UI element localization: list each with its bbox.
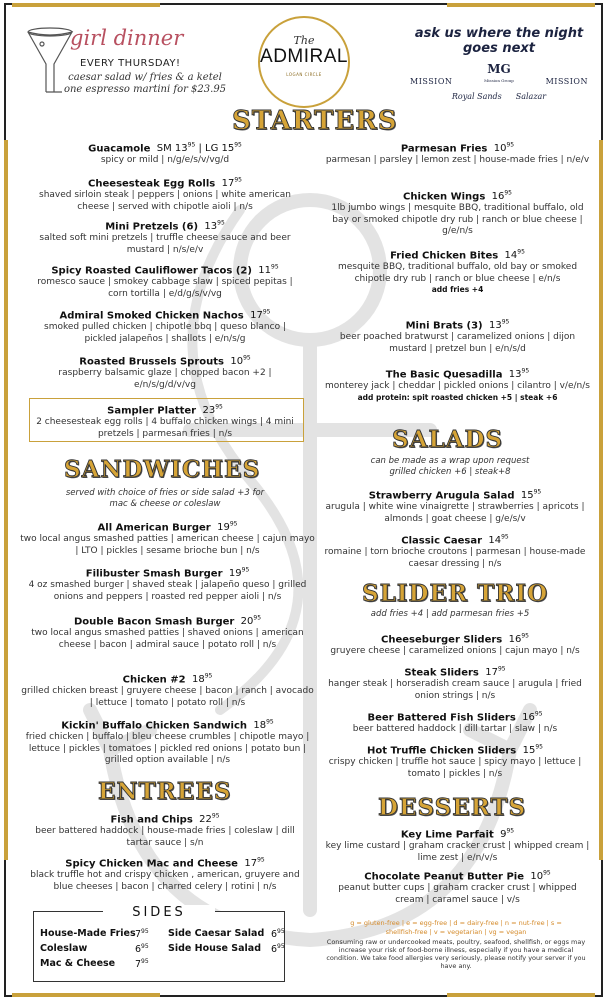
item-price: $17^{95}$	[478, 666, 506, 679]
item-price: $20^{95}$	[234, 615, 262, 628]
desserts-heading: DESSERTS	[378, 794, 527, 821]
salads-heading: SALADS	[392, 426, 504, 453]
menu-item	[325, 317, 590, 355]
item-name: Fish and Chips $22^{95}$	[110, 813, 220, 826]
item-price: $13^{95}$	[502, 368, 530, 381]
menu-item	[315, 631, 595, 658]
item-name: Fried Chicken Bites $14^{95}$	[390, 249, 525, 262]
logo-name: ADMIRAL	[260, 46, 348, 67]
menu-item	[325, 826, 590, 864]
item-name: Classic Caesar $14^{95}$	[401, 534, 509, 547]
side-price: $6^{95}$	[271, 943, 285, 956]
item-description: hanger steak | horseradish cream sauce | arugula | fried onion strings | n/s	[328, 679, 582, 701]
item-name: Mini Pretzels (6) $13^{95}$	[105, 220, 225, 233]
logo-subtitle: LOGAN CIRCLE	[286, 72, 322, 77]
gold-bar-right	[599, 140, 603, 860]
item-name: Filibuster Smash Burger $19^{95}$	[85, 567, 250, 580]
partner-logos	[410, 64, 588, 101]
item-price: $9^{95}$	[493, 828, 515, 841]
gold-bar-bottom-left	[12, 993, 160, 997]
item-description: 1lb jumbo wings | mesquite BBQ, traditional buffalo, old bay or smoked chipotle dry rub | ranch or blue cheese | g/e/n/s	[331, 203, 584, 237]
item-name: Double Bacon Smash Burger $20^{95}$	[73, 615, 262, 628]
girl-dinner-schedule: EVERY THURSDAY!	[80, 58, 181, 69]
menu-item	[30, 218, 300, 256]
side-name: Mac & Cheese	[40, 958, 116, 969]
item-description: shaved sirloin steak | peppers | onions | white american cheese | served with chipotle aioli | n/s	[39, 190, 291, 212]
item-description: crispy chicken | truffle hot sauce | spicy mayo | lettuce | tomato | pickles | n/s	[328, 757, 582, 779]
item-description: raspberry balsamic glaze | chopped bacon +2 | e/n/s/g/d/v/vg	[58, 368, 272, 390]
item-addon: add protein: spit roasted chicken +5 | steak +6	[357, 392, 558, 402]
item-price: $16^{95}$	[485, 190, 512, 203]
item-name: Strawberry Arugula Salad $15^{95}$	[368, 489, 542, 502]
item-name: Chicken Wings $16^{95}$	[403, 190, 512, 203]
girl-dinner-promo	[24, 22, 227, 112]
slider-note: add fries +4 | add parmesan fries +5	[370, 609, 530, 619]
menu-item	[30, 855, 300, 893]
salazar-logo: Salazar	[515, 92, 547, 101]
item-name: Beer Battered Fish Sliders $16^{95}$	[367, 711, 543, 724]
item-price: $17^{95}$	[243, 309, 271, 322]
item-price: $22^{95}$	[192, 813, 220, 826]
menu-item	[20, 717, 315, 767]
item-price: $10^{95}$	[524, 870, 551, 883]
item-description: key lime custard | graham cracker crust | whipped cream | lime zest | e/n/v/s	[325, 841, 590, 863]
item-name: Admiral Smoked Chicken Nachos $17^{95}$	[59, 309, 271, 322]
item-price: $11^{95}$	[251, 264, 279, 277]
item-price: $23^{95}$	[196, 404, 223, 417]
night-goes-next-text: ask us where the night goes next	[414, 26, 584, 56]
menu-item	[325, 188, 590, 238]
menu-item	[30, 307, 300, 345]
item-description: 2 cheesesteak egg rolls | 4 buffalo chicken wings | 4 mini pretzels | parmesan fries | n/s	[36, 417, 294, 439]
menu-item	[325, 140, 590, 167]
girl-dinner-description: caesar salad w/ fries & a ketel one espresso martini for $23.95	[63, 72, 227, 95]
item-price: $15^{95}$	[514, 489, 542, 502]
item-price: $13^{95}$	[198, 220, 225, 233]
menu-item	[20, 565, 315, 603]
starters-heading: STARTERS	[232, 106, 398, 136]
gold-bar-top-left	[12, 3, 160, 7]
mission-logo-left: MISSION	[410, 77, 453, 86]
item-name: Sampler Platter $23^{95}$	[107, 404, 223, 417]
side-name: Side House Salad	[168, 943, 262, 954]
item-description: spicy or mild | n/g/e/s/v/vg/d	[100, 155, 230, 166]
item-description: beer battered haddock | house-made fries | coleslaw | dill tartar sauce | s/n	[35, 826, 295, 848]
menu-item	[315, 742, 595, 780]
menu-item	[30, 140, 300, 167]
item-price: $18^{95}$	[185, 673, 213, 686]
item-description: beer battered haddock | dill tartar | slaw | n/s	[352, 724, 558, 735]
item-price: $17^{95}$	[215, 177, 242, 190]
sandwiches-heading: SANDWICHES	[64, 456, 261, 483]
sandwiches-note: served with choice of fries or side salad +3 for mac & cheese or coleslaw	[65, 488, 265, 509]
item-price: $16^{95}$	[515, 711, 543, 724]
side-price: $6^{95}$	[135, 943, 149, 956]
menu-item	[315, 709, 595, 736]
item-price: $13^{95}$	[482, 319, 510, 332]
menu-item	[325, 366, 590, 403]
item-description: 4 oz smashed burger | shaved steak | jalapeño queso | grilled onions and peppers | roasted red pepper aioli | n/s	[28, 580, 307, 602]
sides-heading: SIDES	[103, 905, 215, 920]
partner-promo	[410, 26, 588, 106]
item-name: Steak Sliders $17^{95}$	[404, 666, 506, 679]
menu-item	[20, 613, 315, 651]
item-description: peanut butter cups | graham cracker crust | whipped cream | caramel sauce | v/s	[338, 883, 577, 905]
item-price: $19^{95}$	[210, 521, 238, 534]
item-name: Key Lime Parfait $9^{95}$	[400, 828, 515, 841]
menu-item	[20, 519, 315, 557]
menu-item	[315, 532, 595, 570]
menu-item	[20, 671, 315, 709]
item-price: $10^{95}$	[223, 355, 251, 368]
side-price: $6^{95}$	[271, 928, 285, 941]
menu-item	[325, 247, 590, 295]
entrees-heading: ENTREES	[98, 778, 232, 805]
item-description: mesquite BBQ, traditional buffalo, old bay or smoked chipotle dry rub | ranch or blue cheese | e/n/s	[337, 262, 578, 284]
gold-bar-bottom-right	[447, 993, 595, 997]
item-name: Cheeseburger Sliders $16^{95}$	[381, 633, 529, 646]
item-price: $18^{95}$	[247, 719, 274, 732]
item-name: Roasted Brussels Sprouts $10^{95}$	[79, 355, 251, 368]
item-price: $14^{95}$	[482, 534, 509, 547]
item-name: Mini Brats (3) $13^{95}$	[405, 319, 510, 332]
item-description: romaine | torn brioche croutons | parmesan | house-made caesar dressing | n/s	[324, 547, 586, 569]
gold-bar-left	[4, 140, 8, 860]
item-price: $19^{95}$	[222, 567, 250, 580]
item-description: two local angus smashed patties | american cheese | cajun mayo | LTO | pickles | sesame brioche bun | n/s	[20, 534, 315, 556]
side-price: $7^{95}$	[135, 928, 149, 941]
item-addon: add fries +4	[431, 285, 484, 295]
item-description: monterey jack | cheddar | pickled onions | cilantro | v/e/n/s	[325, 381, 590, 392]
royal-sands-logo: Royal Sands	[451, 92, 502, 101]
item-description: parmesan | parsley | lemon zest | house-made fries | n/e/v	[325, 155, 590, 166]
admiral-logo	[256, 14, 352, 110]
menu-item	[315, 487, 595, 525]
item-price: $15^{95}$	[516, 744, 543, 757]
salads-note: can be made as a wrap upon request grilled chicken +6 | steak+8	[370, 456, 530, 477]
item-description: arugula | white wine vinaigrette | strawberries | apricots | almonds | goat cheese | g/e/s/v	[325, 502, 585, 524]
side-price: $7^{95}$	[135, 958, 149, 971]
consumer-advisory: Consuming raw or undercooked meats, poultry, seafood, shellfish, or eggs may increase your risk of food-borne illness, especially if you have a medical condition. We take food allergies very seriously, please notify your server if you have any.	[326, 938, 586, 970]
item-name: Chicken #2 $18^{95}$	[122, 673, 213, 686]
item-price: $10^{95}$	[487, 142, 515, 155]
item-description: beer poached bratwurst | caramelized onions | dijon mustard | pretzel bun | e/n/s/d	[339, 332, 576, 354]
item-price: $16^{95}$	[502, 633, 529, 646]
logo-the: The	[293, 34, 315, 47]
item-description: gruyere cheese | caramelized onions | cajun mayo | n/s	[330, 646, 580, 657]
menu-item	[30, 353, 300, 391]
item-name: All American Burger $19^{95}$	[97, 521, 238, 534]
item-name: Spicy Roasted Cauliflower Tacos (2) $11^{95}$	[51, 264, 279, 277]
menu-item	[30, 402, 300, 440]
item-name: Cheesesteak Egg Rolls $17^{95}$	[88, 177, 242, 190]
item-price: SM $13^{95}$ | LG $15^{95}$	[150, 142, 242, 155]
item-name: The Basic Quesadilla $13^{95}$	[385, 368, 530, 381]
item-price: $17^{95}$	[237, 857, 265, 870]
gold-bar-top-right	[447, 3, 595, 7]
dietary-legend: g = gluten-free | e = egg-free | d = dairy-free | n = nut-free | s = shellfish-free | v = vegetarian | vg = vegan	[350, 919, 562, 936]
item-description: smoked pulled chicken | chipotle bbq | queso blanco | pickled jalapeños | shallots | e/n/s/g	[44, 322, 286, 344]
menu-item	[30, 175, 300, 213]
menu-item	[325, 868, 590, 906]
item-description: salted soft mini pretzels | truffle cheese sauce and beer mustard | n/s/e/v	[39, 233, 291, 255]
mission-group-logo: MG Mission Group	[484, 62, 514, 83]
side-name: House-Made Fries	[40, 928, 136, 939]
item-description: fried chicken | buffalo | bleu cheese crumbles | chipotle mayo | lettuce | pickles | tomatoes | pickled red onions | potato bun | grilled option available | n/s	[25, 732, 310, 766]
item-name: Kickin' Buffalo Chicken Sandwich $18^{95}$	[61, 719, 274, 732]
menu-item	[30, 262, 300, 300]
side-name: Coleslaw	[40, 943, 88, 954]
item-description: black truffle hot and crispy chicken , american, gruyere and blue cheeses | bacon | charred celery | rotini | n/s	[30, 870, 300, 892]
menu-item	[315, 664, 595, 702]
side-name: Side Caesar Salad	[168, 928, 265, 939]
item-name: Hot Truffle Chicken Sliders $15^{95}$	[367, 744, 543, 757]
item-description: grilled chicken breast | gruyere cheese | bacon | ranch | avocado | lettuce | tomato | potato roll | n/s	[21, 686, 314, 708]
item-description: two local angus smashed patties | shaved onions | american cheese | bacon | admiral sauce | potato roll | n/s	[31, 628, 304, 650]
item-name: Guacamole SM $13^{95}$ | LG $15^{95}$	[88, 142, 242, 155]
item-name: Parmesan Fries $10^{95}$	[400, 142, 515, 155]
item-name: Chocolate Peanut Butter Pie $10^{95}$	[364, 870, 551, 883]
menu-item	[30, 811, 300, 849]
mission-logo-right: MISSION	[545, 77, 588, 86]
girl-dinner-title: girl dinner	[70, 26, 184, 50]
item-price: $14^{95}$	[498, 249, 525, 262]
item-description: romesco sauce | smokey cabbage slaw | spiced pepitas | corn tortilla | e/d/g/s/v/vg	[37, 277, 293, 299]
slider-trio-heading: SLIDER TRIO	[362, 580, 549, 607]
item-name: Spicy Chicken Mac and Cheese $17^{95}$	[65, 857, 265, 870]
